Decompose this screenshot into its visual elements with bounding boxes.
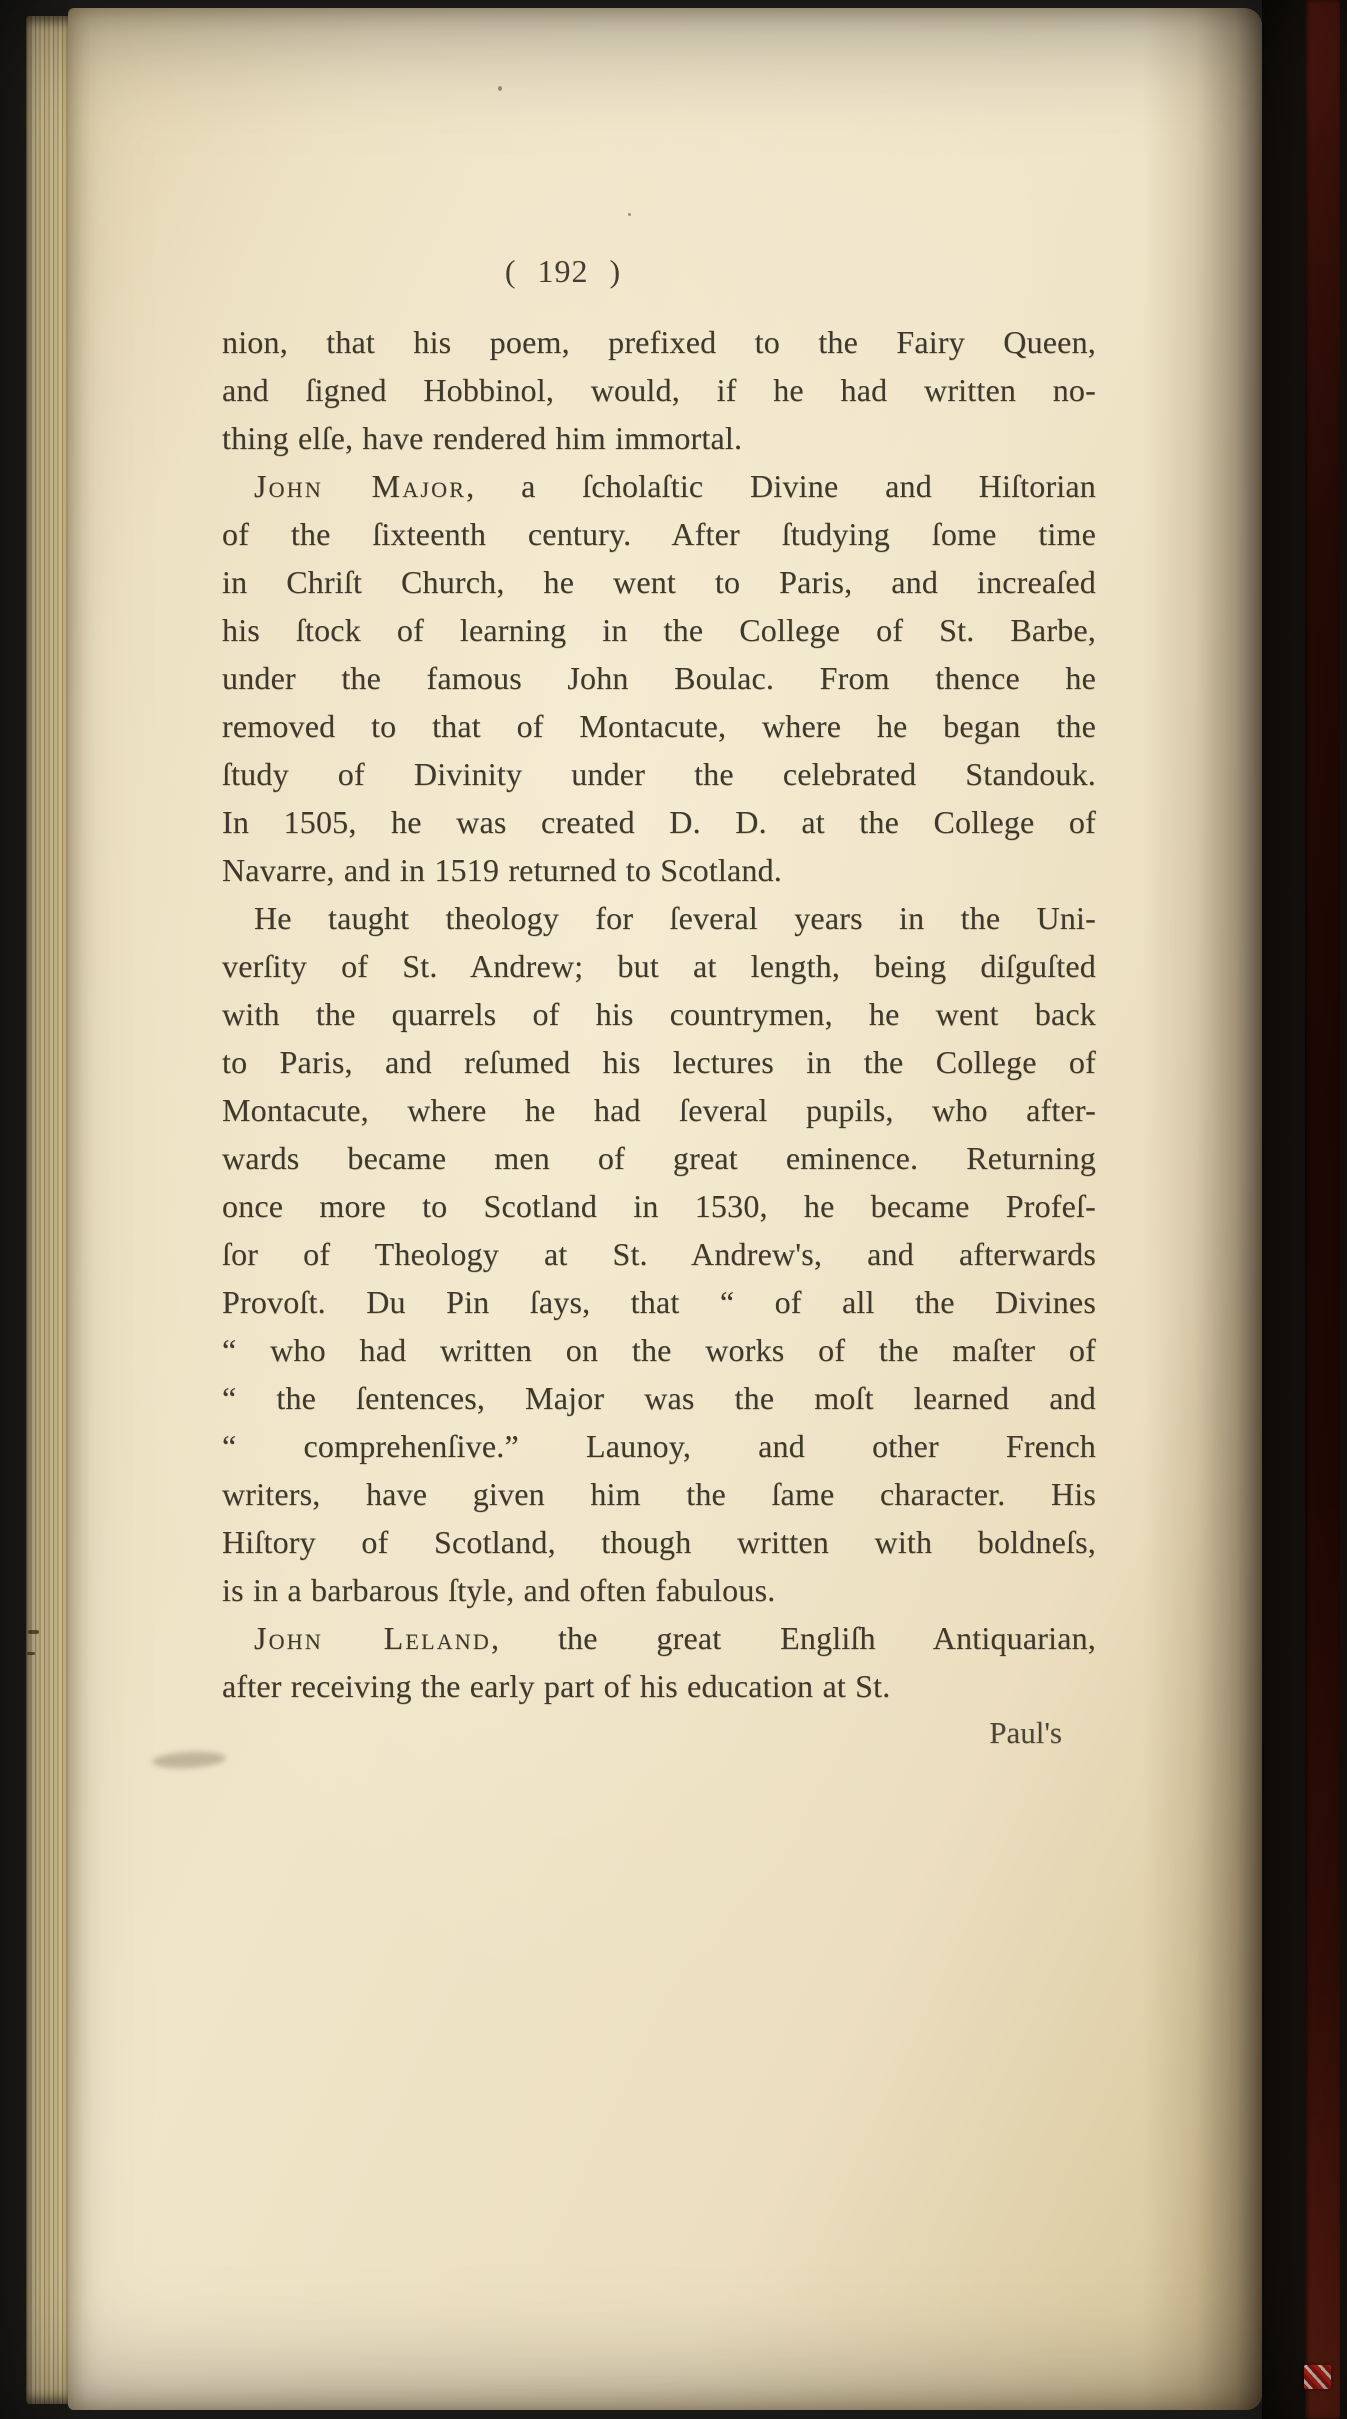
text-line: ſor of Theology at St. Andrew's, and afterwards: [222, 1236, 1096, 1272]
text-line: to Paris, and reſumed his lectures in the College of: [222, 1044, 1096, 1080]
paper-speck: [628, 213, 631, 216]
text-block: [222, 248, 1096, 1756]
text-line: with the quarrels of his countrymen, he went back: [222, 996, 1096, 1032]
text-line: “ the ſentences, Major was the moſt learned and: [222, 1380, 1096, 1416]
text-line: “ comprehenſive.” Launoy, and other French: [222, 1428, 1096, 1464]
text-line: Provoſt. Du Pin ſays, that “ of all the Divines: [222, 1284, 1096, 1320]
text-line: removed to that of Montacute, where he began the: [222, 708, 1096, 744]
text-line: verſity of St. Andrew; but at length, being diſguſted: [222, 948, 1096, 984]
edge-mark: [27, 1652, 35, 1655]
text-line: In 1505, he was created D. D. at the College of: [222, 804, 1096, 840]
text-line: writers, have given him the ſame character. His: [222, 1476, 1096, 1512]
text-line: after receiving the early part of his education at St.: [222, 1668, 891, 1704]
text-line: under the famous John Boulac. From thence he: [222, 660, 1096, 696]
paragraph: [222, 318, 1096, 462]
text-line: John Leland, the great Engliſh Antiquarian,: [254, 1620, 1097, 1656]
book-cover-edge: [1305, 0, 1340, 2419]
text-line: He taught theology for ſeveral years in the Uni-: [254, 900, 1096, 936]
text-line: Navarre, and in 1519 returned to Scotland.: [222, 852, 783, 888]
text-line: once more to Scotland in 1530, he became Profeſ-: [222, 1188, 1096, 1224]
paper-speck: [498, 86, 502, 91]
text-line: John Major, a ſcholaſtic Divine and Hiſtorian: [254, 468, 1096, 504]
text-line: ſtudy of Divinity under the celebrated Standouk.: [222, 756, 1096, 792]
page-number: ( 192 ): [504, 253, 622, 289]
text-line: wards became men of great eminence. Returning: [222, 1140, 1096, 1176]
text-line: is in a barbarous ſtyle, and often fabulous.: [222, 1572, 776, 1608]
ink-smudge: [152, 1750, 227, 1770]
text-line: his ſtock of learning in the College of St. Barbe,: [222, 612, 1096, 648]
edge-mark: [28, 1630, 39, 1634]
small-caps-name: John Major: [254, 468, 467, 504]
text-line: Montacute, where he had ſeveral pupils, who after-: [222, 1092, 1096, 1128]
text-line: thing elſe, have rendered him immortal.: [222, 420, 743, 456]
text-line: of the ſixteenth century. After ſtudying ſome time: [222, 516, 1096, 552]
headband: [1304, 2365, 1331, 2389]
gutter-shadow: [1142, 8, 1262, 2410]
paragraph: [222, 462, 1096, 894]
text-line: nion, that his poem, prefixed to the Fairy Queen,: [222, 324, 1096, 360]
paragraph: [222, 1614, 1096, 1710]
paragraph: [222, 894, 1096, 1614]
paragraphs: [222, 318, 1096, 1710]
page-edges-left: [26, 16, 74, 2404]
text-line: and ſigned Hobbinol, would, if he had written no-: [222, 372, 1096, 408]
small-caps-name: John Leland: [254, 1620, 491, 1656]
text-line: “ who had written on the works of the maſter of: [222, 1332, 1096, 1368]
text-line: in Chriſt Church, he went to Paris, and increaſed: [222, 564, 1096, 600]
book-page: [68, 8, 1262, 2410]
text-line: Hiſtory of Scotland, though written with boldneſs,: [222, 1524, 1096, 1560]
catchword: Paul's: [989, 1715, 1062, 1750]
